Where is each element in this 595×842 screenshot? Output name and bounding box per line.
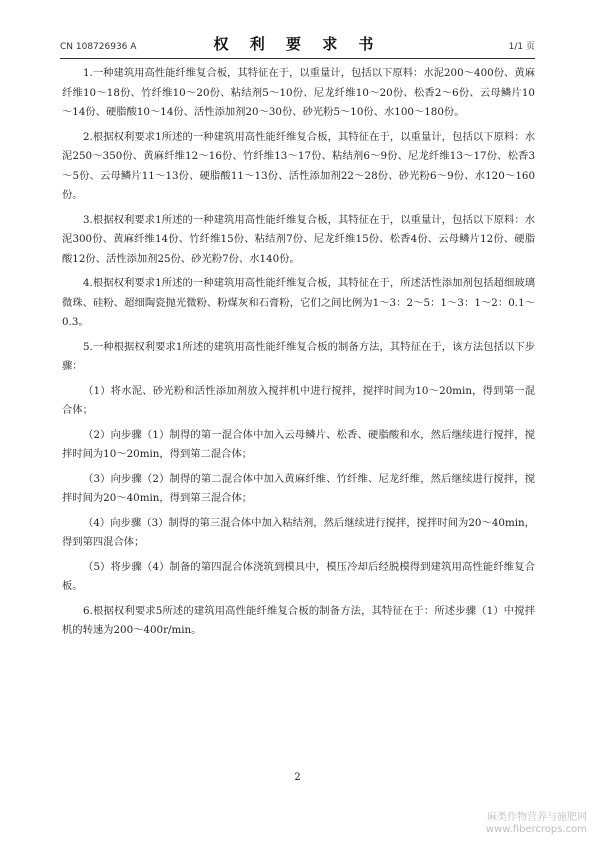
- watermark-url: www.fibercrops.com: [485, 824, 587, 835]
- claim-4: 4.根据权利要求1所述的一种建筑用高性能纤维复合板，其特征在于，所述活性添加剂包括超细玻璃微珠、硅粉、超细陶瓷抛光微粉、粉煤灰和石膏粉，它们之间比例为1～3：2～5：1～3：1～2：0.1～0.3。: [62, 277, 535, 328]
- watermark: [486, 812, 587, 836]
- claim-5-step-3: （3）向步骤（2）制得的第二混合体中加入黄麻纤维、竹纤维、尼龙纤维，然后继续进行搅拌，搅拌时间为20～40min，得到第三混合体；: [62, 472, 535, 504]
- page-header: [60, 28, 535, 59]
- claims-body: [62, 64, 535, 646]
- claim-5: 5.一种根据权利要求1所述的建筑用高性能纤维复合板的制备方法，其特征在于，该方法包括以下步骤：: [62, 340, 535, 372]
- document-number: CN 108726936 A: [60, 42, 137, 52]
- page-count: 1/1 页: [508, 42, 535, 52]
- claim-6: 6.根据权利要求5所述的建筑用高性能纤维复合板的制备方法，其特征在于：所述步骤（1）中搅拌机的转速为200～400r/min。: [62, 604, 535, 636]
- claim-3: 3.根据权利要求1所述的一种建筑用高性能纤维复合板，其特征在于，以重量计，包括以下原料：水泥300份、黄麻纤维14份、竹纤维15份、粘结剂7份、尼龙纤维15份、松香4份、云母鳞片12份、硬脂酸12份、活性添加剂25份、砂光粉7份、水140份。: [62, 213, 535, 265]
- claim-5-step-1: （1）将水泥、砂光粉和活性添加剂放入搅拌机中进行搅拌，搅拌时间为10～20min，得到第一混合体；: [62, 384, 535, 416]
- claim-1: 1.一种建筑用高性能纤维复合板，其特征在于，以重量计，包括以下原料：水泥200～400份、黄麻纤维10～18份、竹纤维10～20份、粘结剂5～10份、尼龙纤维10～20份、松香2～6份、云母鳞片10～14份、硬脂酸10～14份、活性添加剂20～30份、砂光粉5～10份、水100～180份。: [62, 67, 535, 118]
- claim-5-step-5: （5）将步骤（4）制备的第四混合体浇筑到模具中，模压冷却后经脱模得到建筑用高性能纤维复合板。: [62, 560, 535, 592]
- watermark-site-name: 麻类作物营养与施肥网: [487, 812, 587, 823]
- claim-2: 2.根据权利要求1所述的一种建筑用高性能纤维复合板，其特征在于，以重量计，包括以下原料：水泥250～350份、黄麻纤维12～16份、竹纤维13～17份、粘结剂6～9份、尼龙纤维13～17份、松香3～5份、云母鳞片11～13份、硬脂酸11～13份、活性添加剂22～28份、砂光粉6～9份、水120～160份。: [62, 130, 535, 201]
- claim-5-step-2: （2）向步骤（1）制得的第一混合体中加入云母鳞片、松香、硬脂酸和水，然后继续进行搅拌，搅拌时间为10～20min，得到第二混合体；: [62, 428, 535, 460]
- document-title: 权 利 要 求 书: [213, 35, 382, 53]
- page-number: 2: [294, 772, 301, 783]
- claim-5-step-4: （4）向步骤（3）制得的第三混合体中加入粘结剂，然后继续进行搅拌，搅拌时间为20～40min，得到第四混合体；: [62, 516, 535, 548]
